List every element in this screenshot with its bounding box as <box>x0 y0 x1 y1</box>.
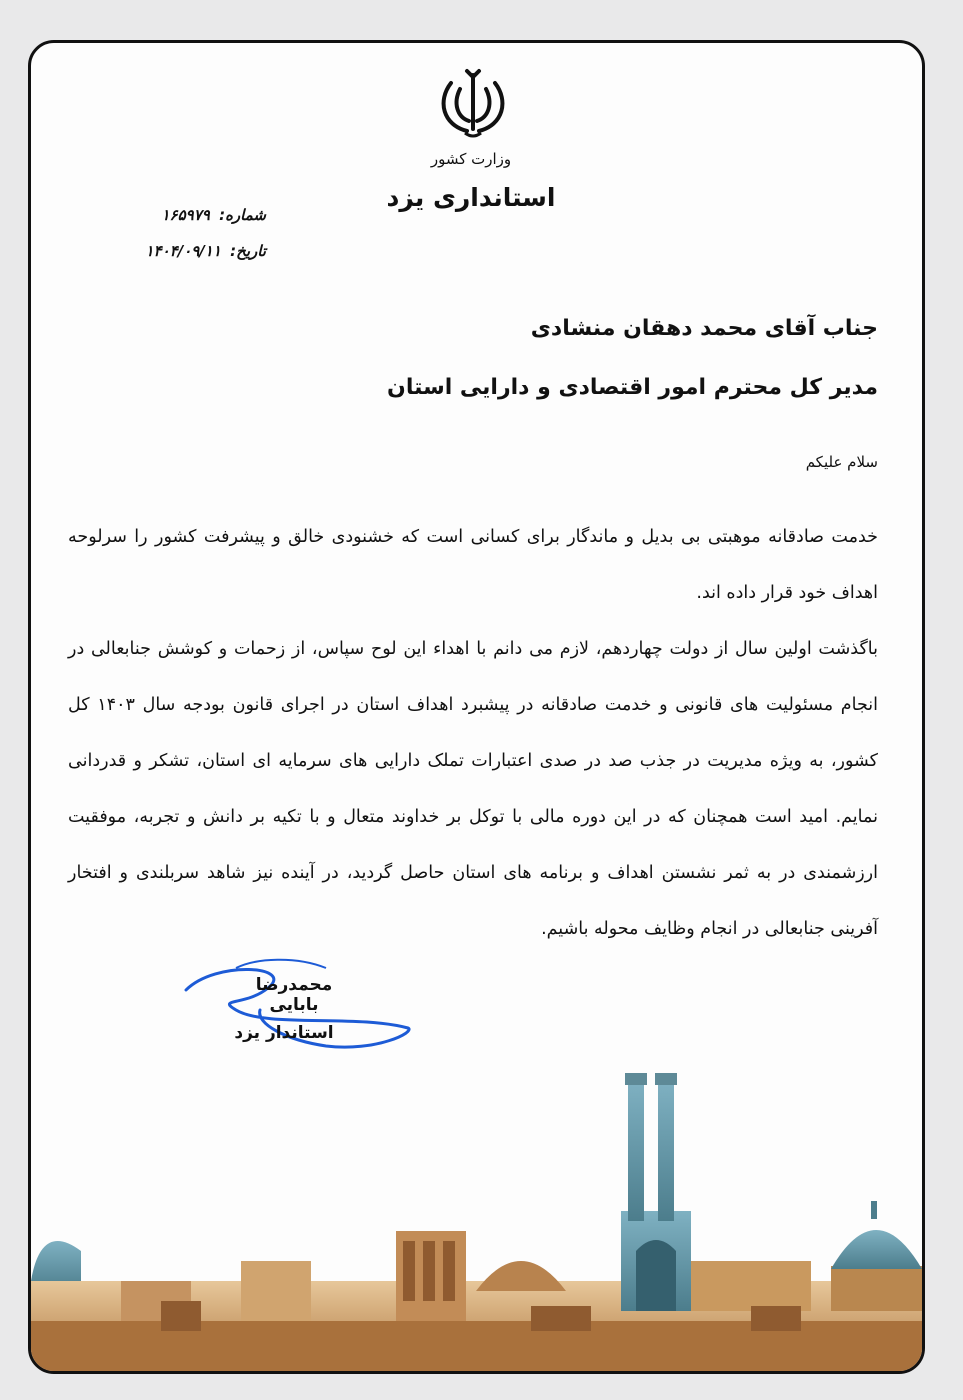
letter-frame <box>28 40 925 1374</box>
ministry-name: وزارت کشور <box>430 150 512 168</box>
letter-date-label: تاریخ: <box>230 242 266 260</box>
recipient-title: مدیر کل محترم امور اقتصادی و دارایی استان <box>387 375 878 400</box>
letter-body <box>68 509 878 957</box>
body-paragraph-1: خدمت صادقانه موهبتی بی بدیل و ماندگار برای کسانی است که خشنودی خالق و پیشرفت کشور را سرلوحه اهداف خود قرار داده اند. <box>68 527 878 603</box>
province-office-name: استانداری یزد <box>386 183 556 212</box>
signatory-title: استاندار یزد <box>234 1023 334 1043</box>
signatory-name: محمدرضا بابایی <box>255 975 333 1015</box>
greeting: سلام علیکم <box>805 453 878 471</box>
iran-emblem-icon <box>433 63 513 143</box>
letter-date <box>126 242 266 260</box>
letter-number-label: شماره: <box>219 206 266 224</box>
letter-date-value: ۱۴۰۴/۰۹/۱۱ <box>145 242 221 260</box>
yazd-skyline-illustration <box>31 1051 922 1371</box>
letter-number-value: ۱۶۵۹۷۹ <box>161 206 210 224</box>
body-paragraph-2: باگذشت اولین سال از دولت چهاردهم، لازم می دانم با اهداء این لوح سپاس، از زحمات و کوشش جنابعالی در انجام مسئولیت های قانونی و خدمت صادقانه در پیشبرد اهداف استان در اجرای قانون بودجه سال ۱۴۰۳ کل کشور، به ویژه مدیریت در جذب صد در صدی اعتبارات تملک دارایی های سرمایه ای استان، تشکر و قدردانی نمایم. امید است همچنان که در این دوره مالی با توکل بر خداوند متعال و با تکیه بر دانش و تجربه، موفقیت ارزشمندی در به ثمر نشستن اهداف و برنامه های استان حاصل گردید، در آینده نیز شاهد سربلندی و افتخار آفرینی جنابعالی در انجام وظایف محوله باشیم. <box>68 639 878 939</box>
recipient-name: جناب آقای محمد دهقان منشادی <box>530 316 878 341</box>
letter-number <box>126 206 266 224</box>
